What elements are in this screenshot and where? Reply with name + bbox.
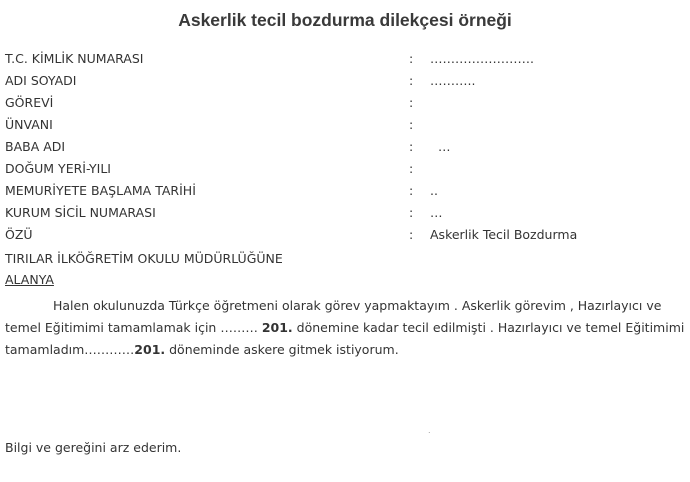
- field-separator: :: [409, 73, 414, 88]
- field-value: …: [430, 139, 451, 154]
- field-label: T.C. KİMLİK NUMARASI: [5, 51, 144, 66]
- field-kurum-sicil: [5, 205, 685, 225]
- field-separator: :: [409, 161, 414, 176]
- field-separator: :: [409, 117, 414, 132]
- closing-line: Bilgi ve gereğini arz ederim.: [5, 440, 182, 455]
- field-tc-kimlik: [5, 51, 685, 71]
- field-adi-soyadi: [5, 73, 685, 93]
- petition-body: [5, 295, 687, 361]
- field-ozu: [5, 227, 685, 247]
- recipient-office: TIRILAR İLKÖĞRETİM OKULU MÜDÜRLÜĞÜNE: [5, 251, 283, 266]
- recipient-city: ALANYA: [5, 272, 54, 287]
- body-text-2: dönemine kadar tecil edilmişti . Hazırlayıcı ve temel Eğitimimi tamamladım…………: [5, 320, 685, 357]
- field-separator: :: [409, 139, 414, 154]
- field-separator: :: [409, 205, 414, 220]
- field-value: Askerlik Tecil Bozdurma: [430, 227, 578, 242]
- document-title: Askerlik tecil bozdurma dilekçesi örneği: [178, 10, 512, 30]
- field-label: DOĞUM YERİ-YILI: [5, 161, 111, 176]
- field-label: ÜNVANI: [5, 117, 53, 132]
- body-text-1: Halen okulunuzda Türkçe öğretmeni olarak görev yapmaktayım . Askerlik görevim , Hazırlayıcı ve temel Eğitimimi tamamlamak için ………: [5, 298, 662, 335]
- field-label: BABA ADI: [5, 139, 66, 154]
- body-year-2: 201.: [134, 342, 166, 357]
- field-label: ADI SOYADI: [5, 73, 77, 88]
- field-value: ..: [430, 183, 438, 198]
- field-label: KURUM SİCİL NUMARASI: [5, 205, 156, 220]
- field-separator: :: [409, 95, 414, 110]
- field-value: …: [430, 205, 443, 220]
- field-label: MEMURİYETE BAŞLAMA TARİHİ: [5, 183, 196, 198]
- field-unvani: [5, 117, 685, 137]
- field-separator: :: [409, 227, 414, 242]
- field-value: ………..: [430, 73, 476, 88]
- field-memuriyete-baslama: [5, 183, 685, 203]
- field-label: GÖREVİ: [5, 95, 54, 110]
- body-year-1: 201.: [261, 320, 293, 335]
- field-dogum-yeri-yili: [5, 161, 685, 181]
- stray-mark: .: [428, 426, 431, 435]
- body-text-3: döneminde askere gitmek istiyorum.: [165, 342, 399, 357]
- field-value: …………………….: [430, 51, 534, 66]
- field-label: ÖZÜ: [5, 227, 33, 242]
- field-gorevi: [5, 95, 685, 115]
- field-separator: :: [409, 183, 414, 198]
- field-baba-adi: [5, 139, 685, 159]
- field-separator: :: [409, 51, 414, 66]
